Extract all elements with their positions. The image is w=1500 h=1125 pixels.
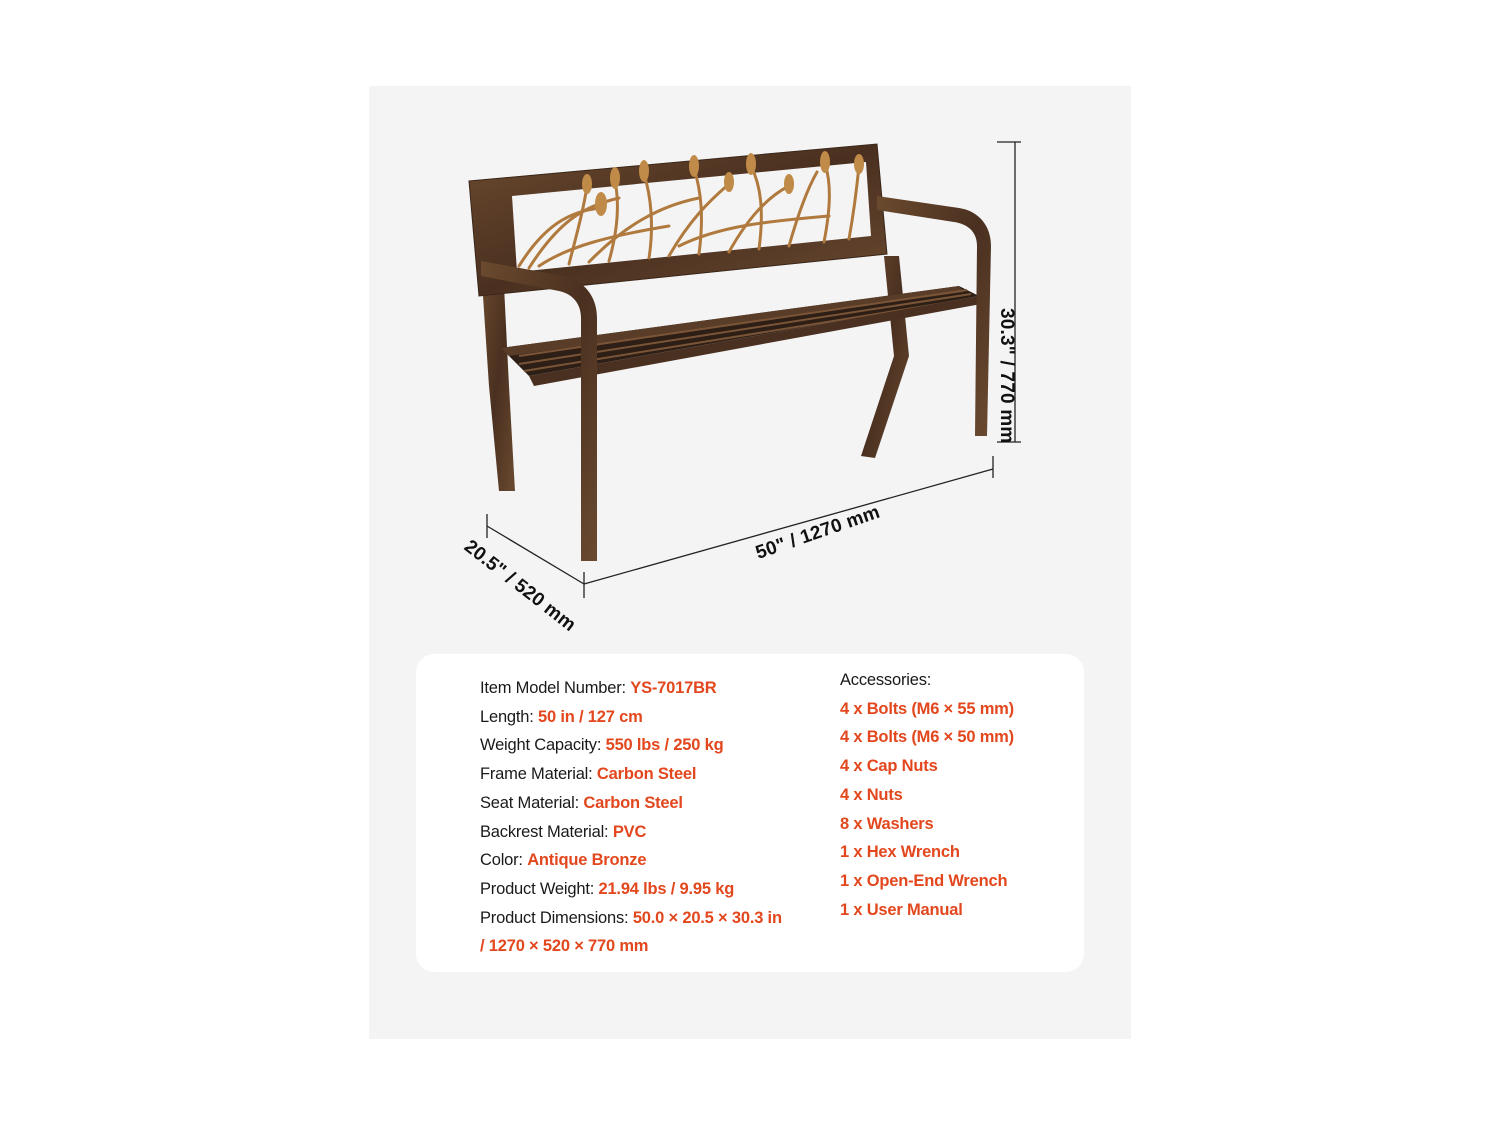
accessories-list: [840, 666, 1014, 924]
spec-row-model: Item Model Number: YS-7017BR: [480, 679, 717, 697]
accessory-item: 4 x Nuts: [840, 785, 903, 804]
spec-row-weight-capacity: Weight Capacity: 550 lbs / 250 kg: [480, 736, 724, 755]
accessory-item: 4 x Cap Nuts: [840, 757, 938, 776]
accessory-item: 1 x Open-End Wrench: [840, 871, 1008, 890]
spec-row-color: Color: Antique Bronze: [480, 851, 647, 870]
height-dimension-label: 30.3" / 770 mm: [996, 308, 1017, 444]
spec-row-product-dimensions: Product Dimensions: 50.0 × 20.5 × 30.3 in: [480, 908, 782, 927]
accessory-item: 4 x Bolts (M6 × 50 mm): [840, 728, 1014, 747]
spec-row-product-weight: Product Weight: 21.94 lbs / 9.95 kg: [480, 879, 735, 898]
bench-illustration: [369, 86, 1131, 646]
spec-row-length: Length: 50 in / 127 cm: [480, 707, 643, 726]
spec-row-frame-material: Frame Material: Carbon Steel: [480, 765, 697, 784]
product-infographic: [369, 86, 1131, 1039]
spec-row-seat-material: Seat Material: Carbon Steel: [480, 793, 683, 812]
accessory-item: 4 x Bolts (M6 × 55 mm): [840, 699, 1014, 718]
spec-row-product-dimensions-metric: / 1270 × 520 × 770 mm: [480, 937, 649, 956]
spec-row-backrest-material: Backrest Material: PVC: [480, 822, 647, 841]
depth-dimension-label: 20.5" / 520 mm: [460, 536, 580, 636]
spec-list: [480, 674, 782, 961]
length-dimension-label: 50" / 1270 mm: [753, 501, 883, 564]
accessories-title: Accessories:: [840, 671, 932, 689]
accessory-item: 1 x User Manual: [840, 900, 963, 919]
accessory-item: 8 x Washers: [840, 814, 934, 833]
spec-card: [416, 654, 1084, 972]
accessory-item: 1 x Hex Wrench: [840, 843, 960, 862]
